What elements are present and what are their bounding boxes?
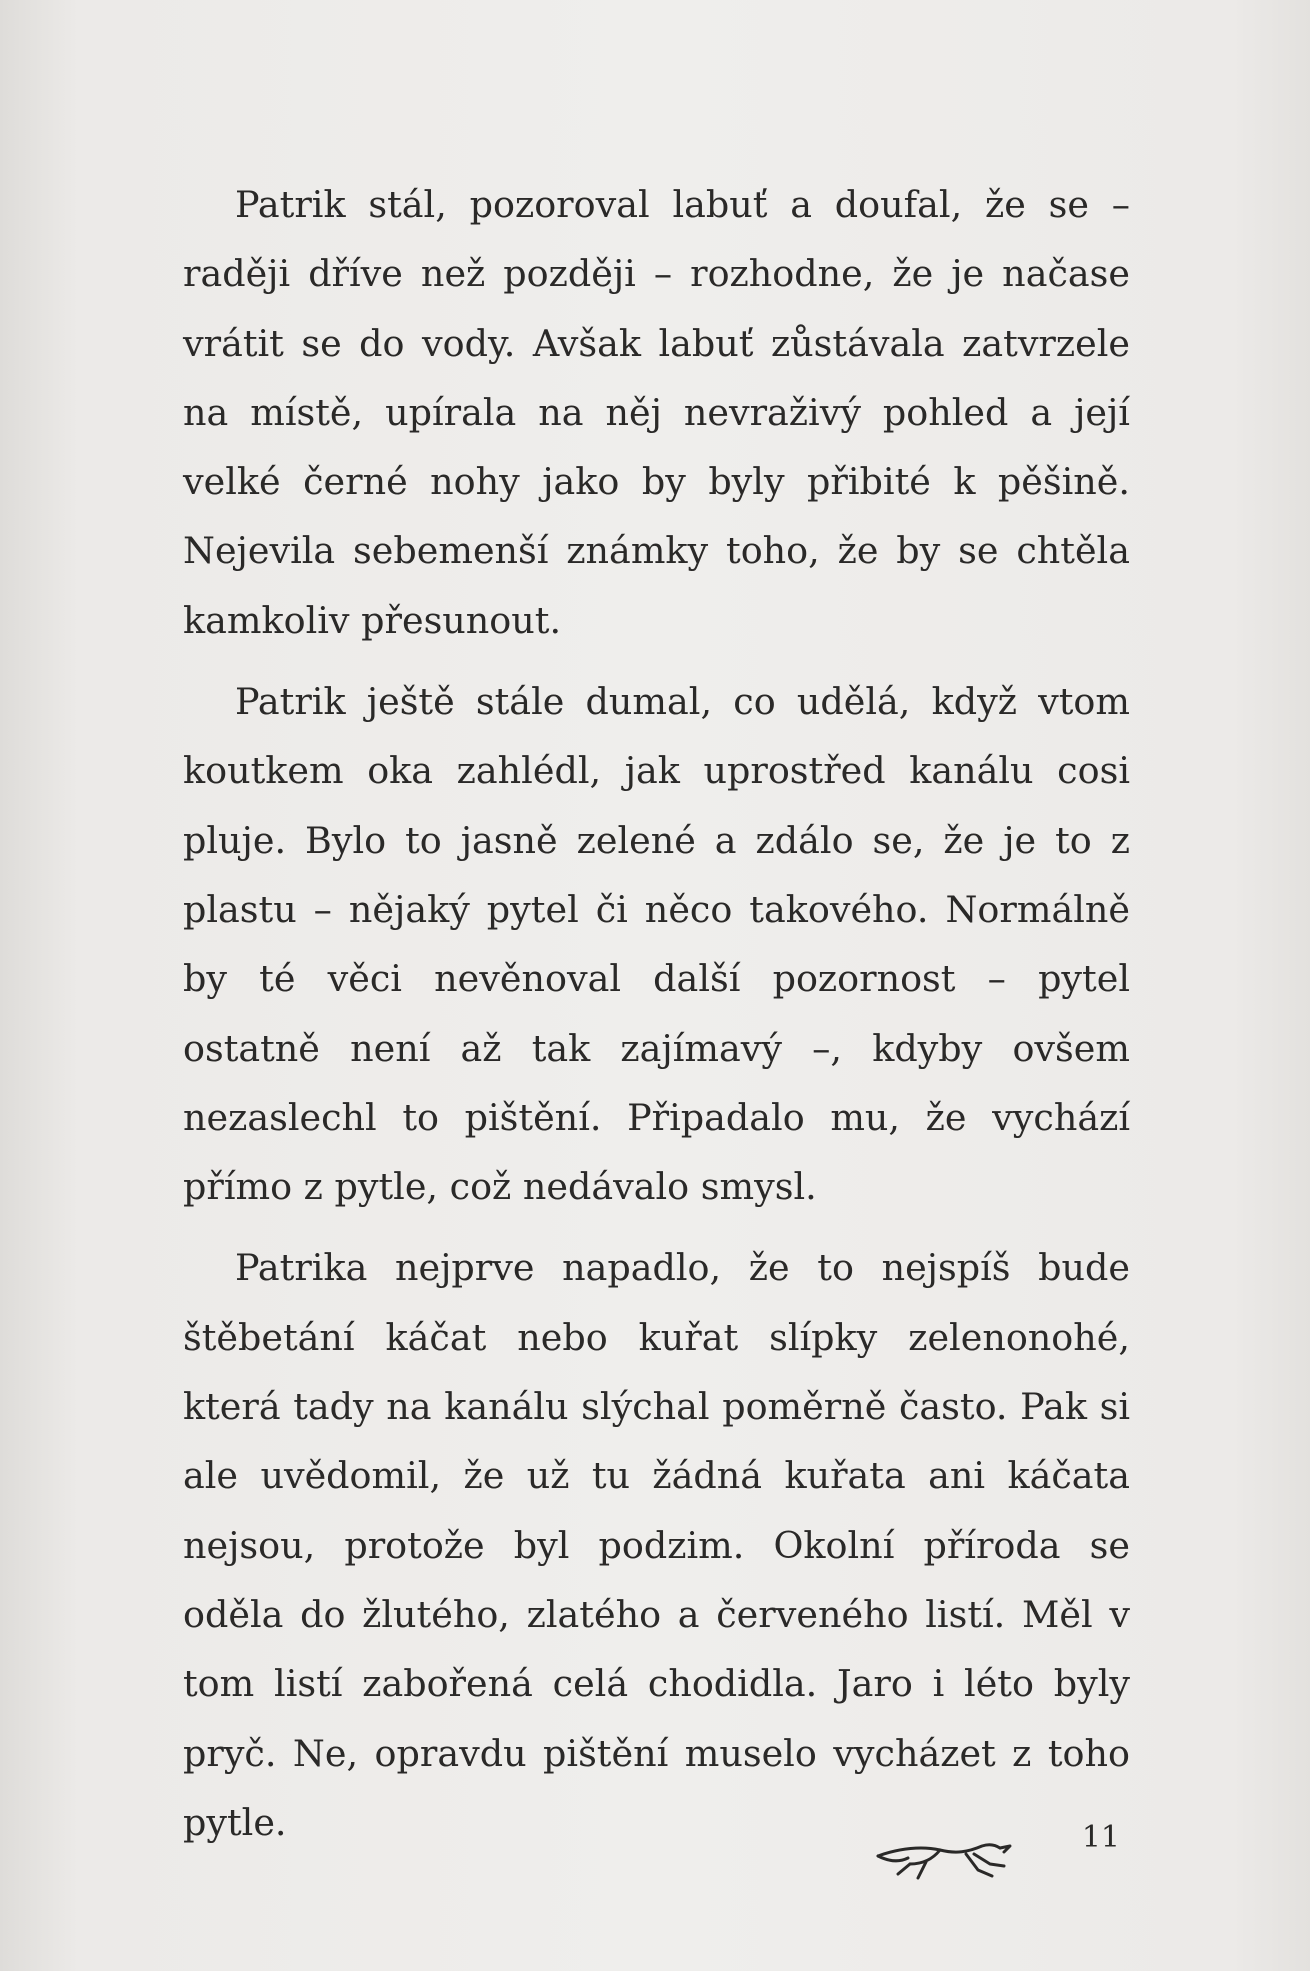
- body-text: [183, 170, 1130, 1869]
- paragraph-2: Patrik ještě stále dumal, co udělá, když vtom koutkem oka zahlédl, jak uprostřed kanálu cosi pluje. Bylo to jasně zelené a zdálo se, že je to z plastu – nějaký pytel či něco takového. Normálně by té věci nevěnoval další pozornost – pytel ostatně není až tak zajímavý –, kdyby ovšem nezaslechl to pištění. Připadalo mu, že vychází přímo z pytle, což nedávalo smysl.: [183, 680, 1130, 1209]
- page-footer: [870, 1818, 1130, 1898]
- paragraph-3: Patrika nejprve napadlo, že to nejspíš bude štěbetání káčat nebo kuřat slípky zelenonohé, která tady na kanálu slýchal poměrně často. Pak si ale uvědomil, že už tu žádná kuřata ani káčata nejsou, protože byl podzim. Okolní příroda se oděla do žlutého, zlatého a červeného listí. Měl v tom listí zabořená celá chodidla. Jaro i léto byly pryč. Ne, opravdu pištění muselo vycházet z toho pytle.: [183, 1246, 1130, 1844]
- paragraph-1: Patrik stál, pozoroval labuť a doufal, že se – raději dříve než později – rozhodne, že je načase vrátit se do vody. Avšak labuť zůstávala zatvrzele na místě, upírala na něj nevraživý pohled a její velké černé nohy jako by byly přibité k pěšině. Nejevila sebemenší známky toho, že by se chtěla kamkoliv přesunout.: [183, 183, 1130, 642]
- page-number: 11: [1081, 1820, 1120, 1855]
- running-fox-icon: [870, 1826, 1020, 1886]
